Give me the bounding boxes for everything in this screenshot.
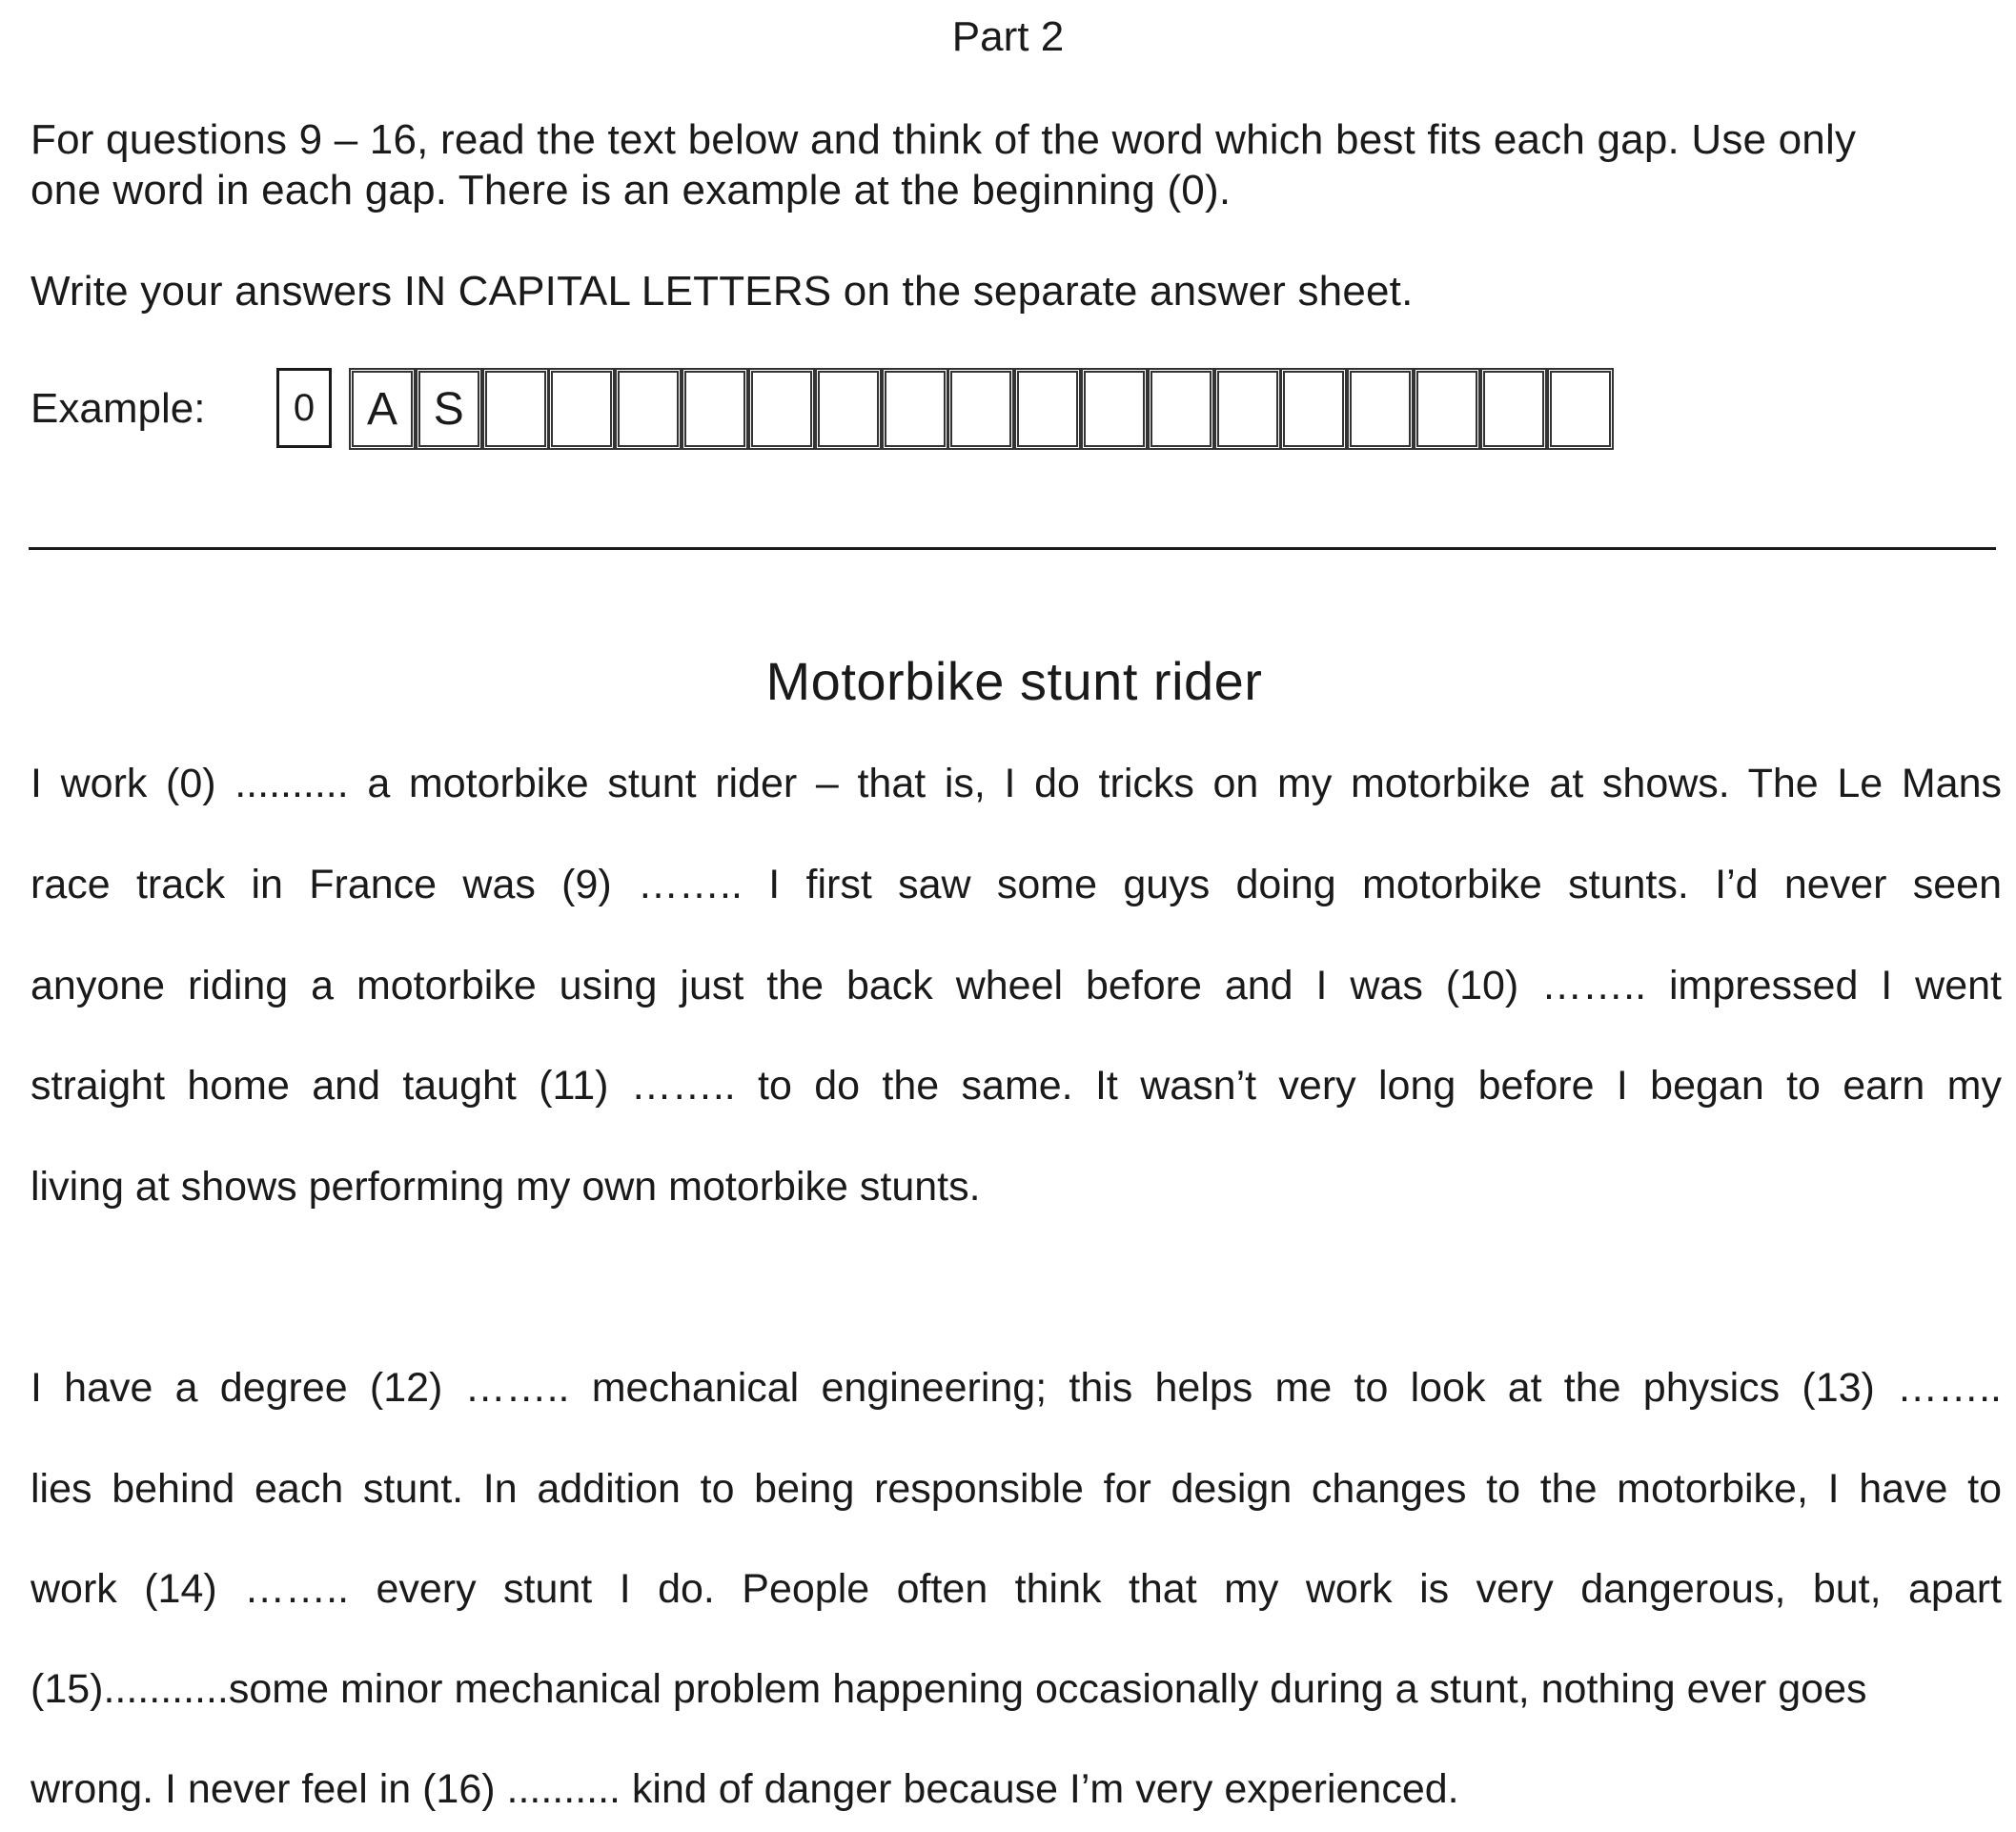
answer-cell [1480, 368, 1547, 450]
answer-cell [548, 368, 615, 450]
answer-cell [1148, 368, 1214, 450]
answer-cell [947, 368, 1014, 450]
passage-line: wrong. I never feel in (16) .......... kind of danger because I’m very experienced. [31, 1766, 1459, 1812]
passage-line: living at shows performing my own motorbike stunts. [31, 1164, 981, 1210]
answer-cell [1280, 368, 1347, 450]
answer-cell [682, 368, 748, 450]
passage-title: Motorbike stunt rider [765, 651, 1263, 711]
answer-cell: A [349, 368, 416, 450]
answer-cell [1081, 368, 1148, 450]
example-number-box: 0 [276, 368, 332, 448]
passage-line: anyone riding a motorbike using just the back wheel before and I was (10) …….. impressed I went [31, 963, 2002, 1008]
instructions-line-1: For questions 9 – 16, read the text below and think of the word which best fits each gap. Use only [31, 116, 1857, 163]
answer-cell [1214, 368, 1281, 450]
passage-line: straight home and taught (11) …….. to do the same. It wasn’t very long before I began to earn my [31, 1063, 2002, 1109]
passage-line: work (14) …….. every stunt I do. People often think that my work is very dangerous, but, apart [31, 1566, 2002, 1612]
passage-line: race track in France was (9) …….. I first saw some guys doing motorbike stunts. I’d never seen [31, 862, 2002, 907]
part-heading: Part 2 [951, 13, 1065, 60]
answer-cell [1347, 368, 1414, 450]
example-answer-boxes [349, 368, 1613, 450]
passage-line: lies behind each stunt. In addition to being responsible for design changes to the motorbike, I have to [31, 1466, 2002, 1512]
answer-cell [1547, 368, 1614, 450]
example-label: Example: [31, 385, 206, 432]
answer-cell [1014, 368, 1081, 450]
answer-cell [615, 368, 682, 450]
answer-cell [815, 368, 882, 450]
answer-cell [482, 368, 549, 450]
answer-cell [748, 368, 815, 450]
answer-cell [1414, 368, 1480, 450]
passage-line: (15)...........some minor mechanical problem happening occasionally during a stunt, nothing ever goes [31, 1666, 1867, 1712]
answer-cell [882, 368, 948, 450]
instructions-line-3: Write your answers IN CAPITAL LETTERS on the separate answer sheet. [31, 268, 1414, 315]
passage-line: I work (0) .......... a motorbike stunt rider – that is, I do tricks on my motorbike at shows. The Le Mans [31, 761, 2002, 806]
section-divider [29, 547, 1996, 550]
answer-cell: S [416, 368, 482, 450]
instructions-line-2: one word in each gap. There is an example at the beginning (0). [31, 167, 1232, 214]
passage-line: I have a degree (12) …….. mechanical engineering; this helps me to look at the physics (13) …….. [31, 1365, 2002, 1411]
